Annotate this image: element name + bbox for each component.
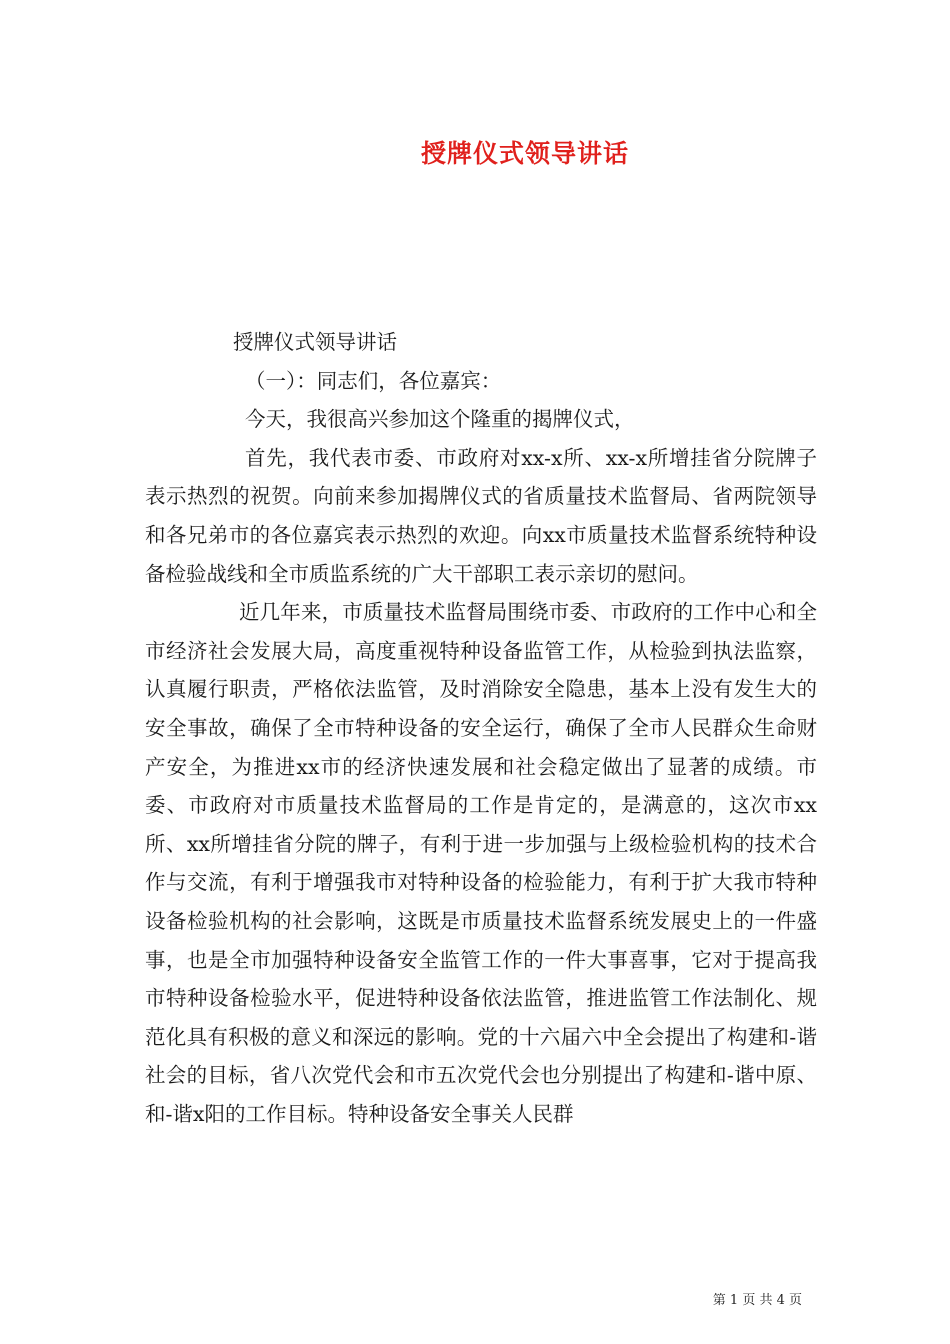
document-title: 授牌仪式领导讲话 — [420, 139, 629, 168]
page-number: 第 1 页 共 4 页 — [712, 1293, 802, 1308]
greeting-line: （一）：同志们，各位嘉宾： — [245, 368, 502, 393]
paragraph-opening: 今天，我很高兴参加这个隆重的揭牌仪式， — [245, 407, 635, 432]
paragraph-achievements: 近几年来，市质量技术监督局围绕市委、市政府的工作中心和全市经济社会发展大局，高度重视特种设备监管工作，从检验到执法监察，认真履行职责，严格依法监管，及时消除安全隐患，基本上没有发生大的安全事故，确保了全市特种设备的安全运行，确保了全市人民群众生命财产安全，为推进xx市的经济快速发展和社会稳定做出了显著的成绩。市委、市政府对市质量技术监督局的工作是肯定的，是满意的，这次市xx所、xx所增挂省分院的牌子，有利于进一步加强与上级检验机构的技术合作与交流，有利于增强我市对特种设备的检验能力，有利于扩大我市特种设备检验机构的社会影响，这既是市质量技术监督系统发展史上的一件盛事，也是全市加强特种设备安全监管工作的一件大事喜事，它对于提高我市特种设备检验水平，促进特种设备依法监管，推进监管工作法制化、规范化具有积极的意义和深远的影响。党的十六届六中全会提出了构建和-谐社会的目标，省八次党代会和市五次党代会也分别提出了构建和-谐中原、和-谐x阳的工作目标。特种设备安全事关人民群 — [145, 600, 817, 1126]
document-body — [145, 323, 817, 1133]
document-subtitle: 授牌仪式领导讲话 — [233, 330, 397, 354]
paragraph-congratulations: 首先，我代表市委、市政府对xx-x所、xx-x所增挂省分院牌子表示热烈的祝贺。向前来参加揭牌仪式的省质量技术监督局、省两院领导和各兄弟市的各位嘉宾表示热烈的欢迎。向xx市质量技术监督系统特种设备检验战线和全市质监系统的广大干部职工表示亲切的慰问。 — [145, 445, 817, 586]
